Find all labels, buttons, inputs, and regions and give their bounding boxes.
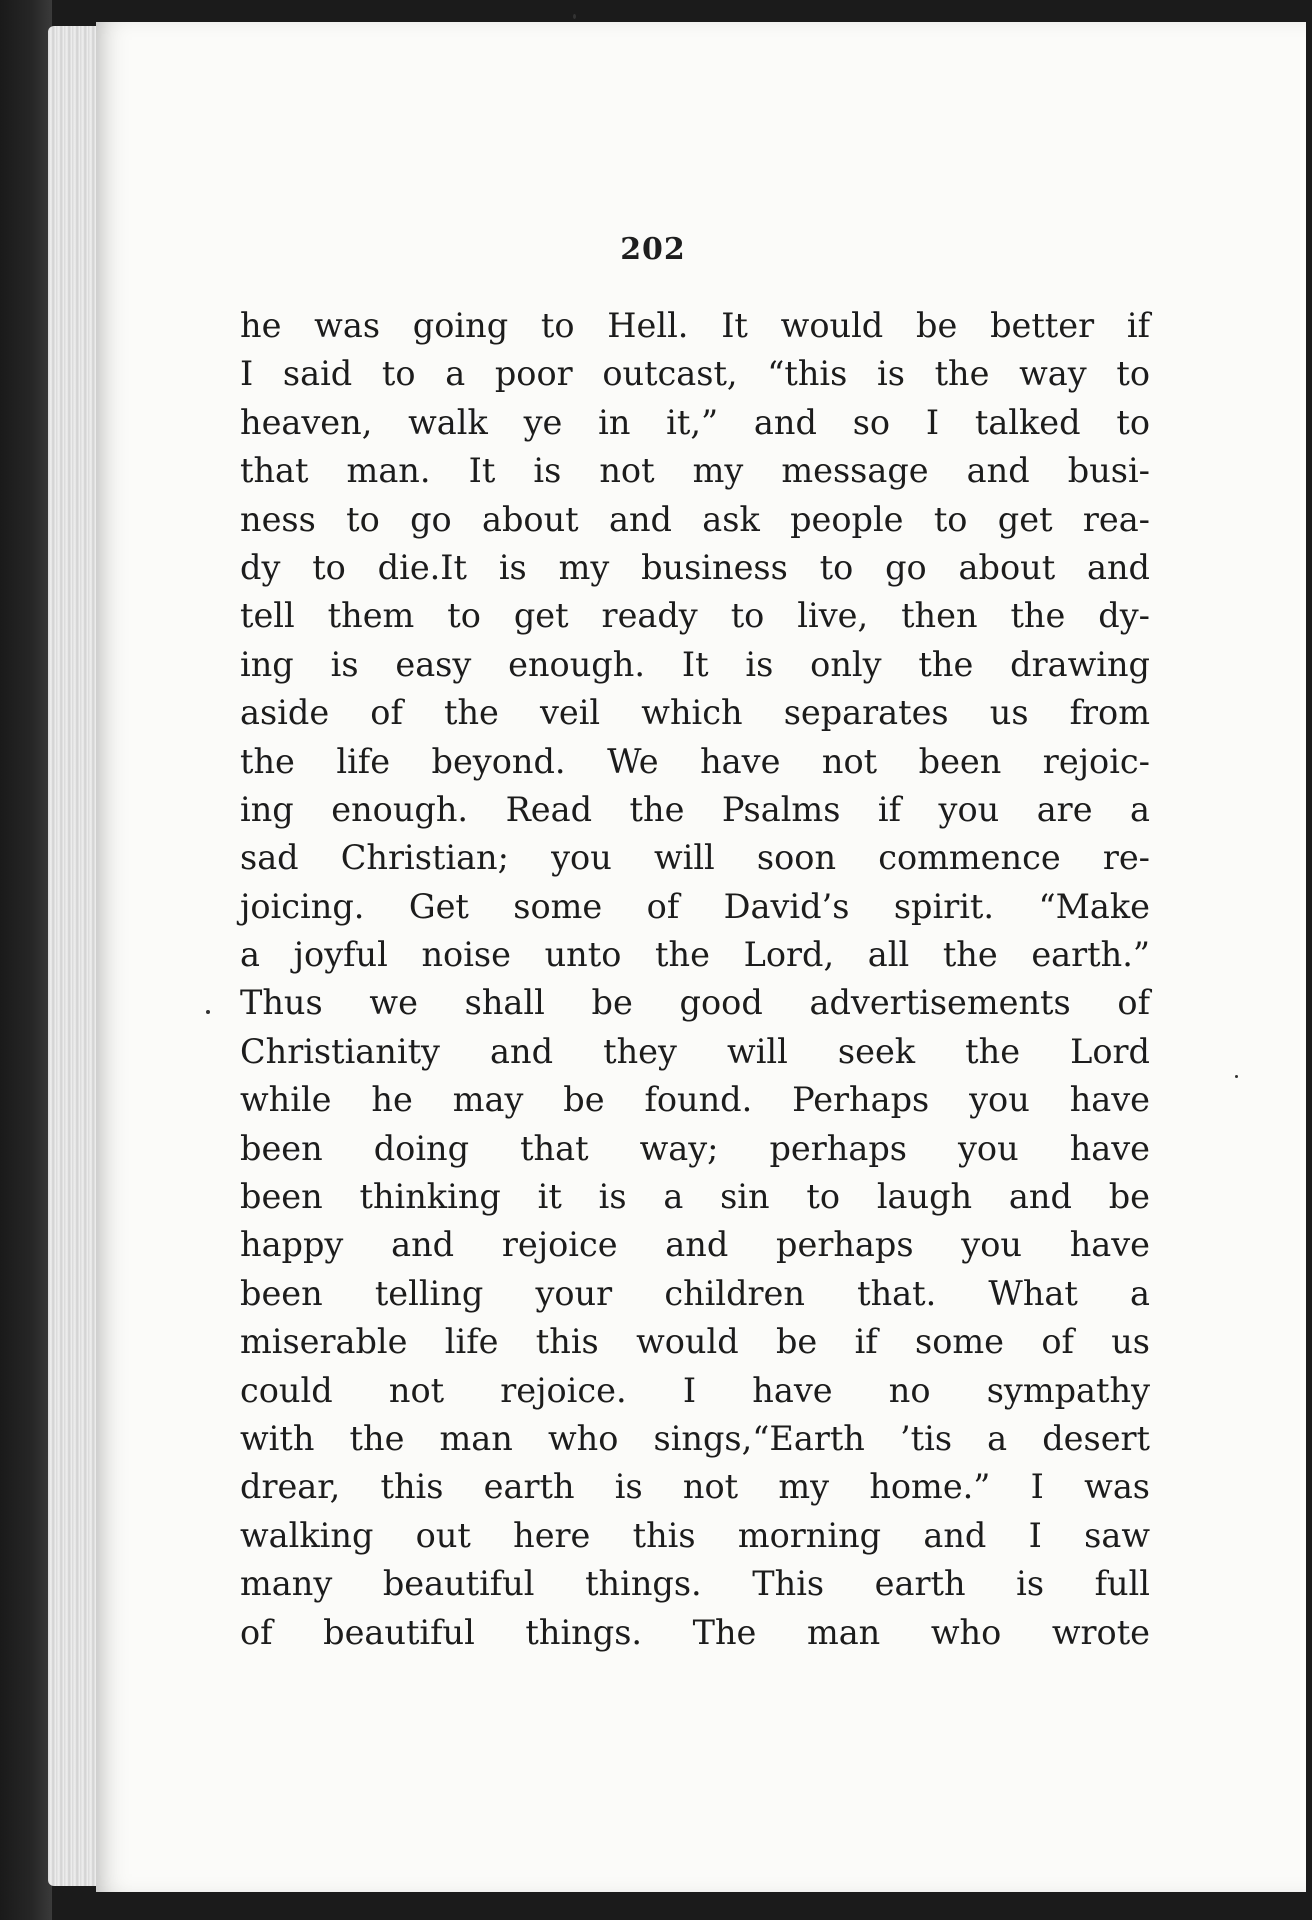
text-line: sad Christian; you will soon commence re-	[240, 838, 1150, 878]
book-spine	[0, 0, 52, 1920]
text-line: Thus we shall be good advertisements of	[240, 983, 1150, 1023]
text-line: heaven, walk ye in it,” and so I talked to	[240, 402, 1150, 442]
text-line: drear, this earth is not my home.” I was	[240, 1467, 1150, 1507]
text-line: tell them to get ready to live, then the dy-	[240, 596, 1150, 636]
text-line: that man. It is not my message and busi-	[240, 451, 1150, 491]
text-line: I said to a poor outcast, “this is the way to	[240, 354, 1150, 394]
text-line: Christianity and they will seek the Lord	[240, 1031, 1150, 1071]
text-line: a joyful noise unto the Lord, all the earth.”	[240, 935, 1150, 975]
text-line: been doing that way; perhaps you have	[240, 1128, 1150, 1168]
text-line: ing is easy enough. It is only the drawing	[240, 644, 1150, 684]
text-line: been thinking it is a sin to laugh and be	[240, 1177, 1150, 1217]
text-line: could not rejoice. I have no sympathy	[240, 1370, 1150, 1410]
text-line: with the man who sings,“Earth ’tis a desert	[240, 1418, 1150, 1458]
page-number: 202	[620, 232, 686, 267]
text-line: while he may be found. Perhaps you have	[240, 1080, 1150, 1120]
text-line: aside of the veil which separates us from	[240, 693, 1150, 733]
text-line: been telling your children that. What a	[240, 1273, 1150, 1313]
dust-speck	[1235, 1075, 1238, 1078]
text-line: happy and rejoice and perhaps you have	[240, 1225, 1150, 1265]
dust-speck	[573, 14, 576, 19]
text-line: many beautiful things. This earth is full	[240, 1564, 1150, 1604]
text-line: ing enough. Read the Psalms if you are a	[240, 789, 1150, 829]
body-text	[240, 302, 1150, 1657]
dust-speck	[206, 1010, 210, 1014]
text-line: dy to die.It is my business to go about and	[240, 547, 1150, 587]
text-line: the life beyond. We have not been rejoic-	[240, 741, 1150, 781]
text-line: he was going to Hell. It would be better if	[240, 306, 1150, 345]
text-line: joicing. Get some of David’s spirit. “Make	[240, 886, 1150, 926]
text-line: of beautiful things. The man who wrote	[240, 1612, 1150, 1652]
text-line: walking out here this morning and I saw	[240, 1515, 1150, 1555]
text-line: miserable life this would be if some of us	[240, 1322, 1150, 1362]
text-line: ness to go about and ask people to get rea-	[240, 499, 1150, 539]
